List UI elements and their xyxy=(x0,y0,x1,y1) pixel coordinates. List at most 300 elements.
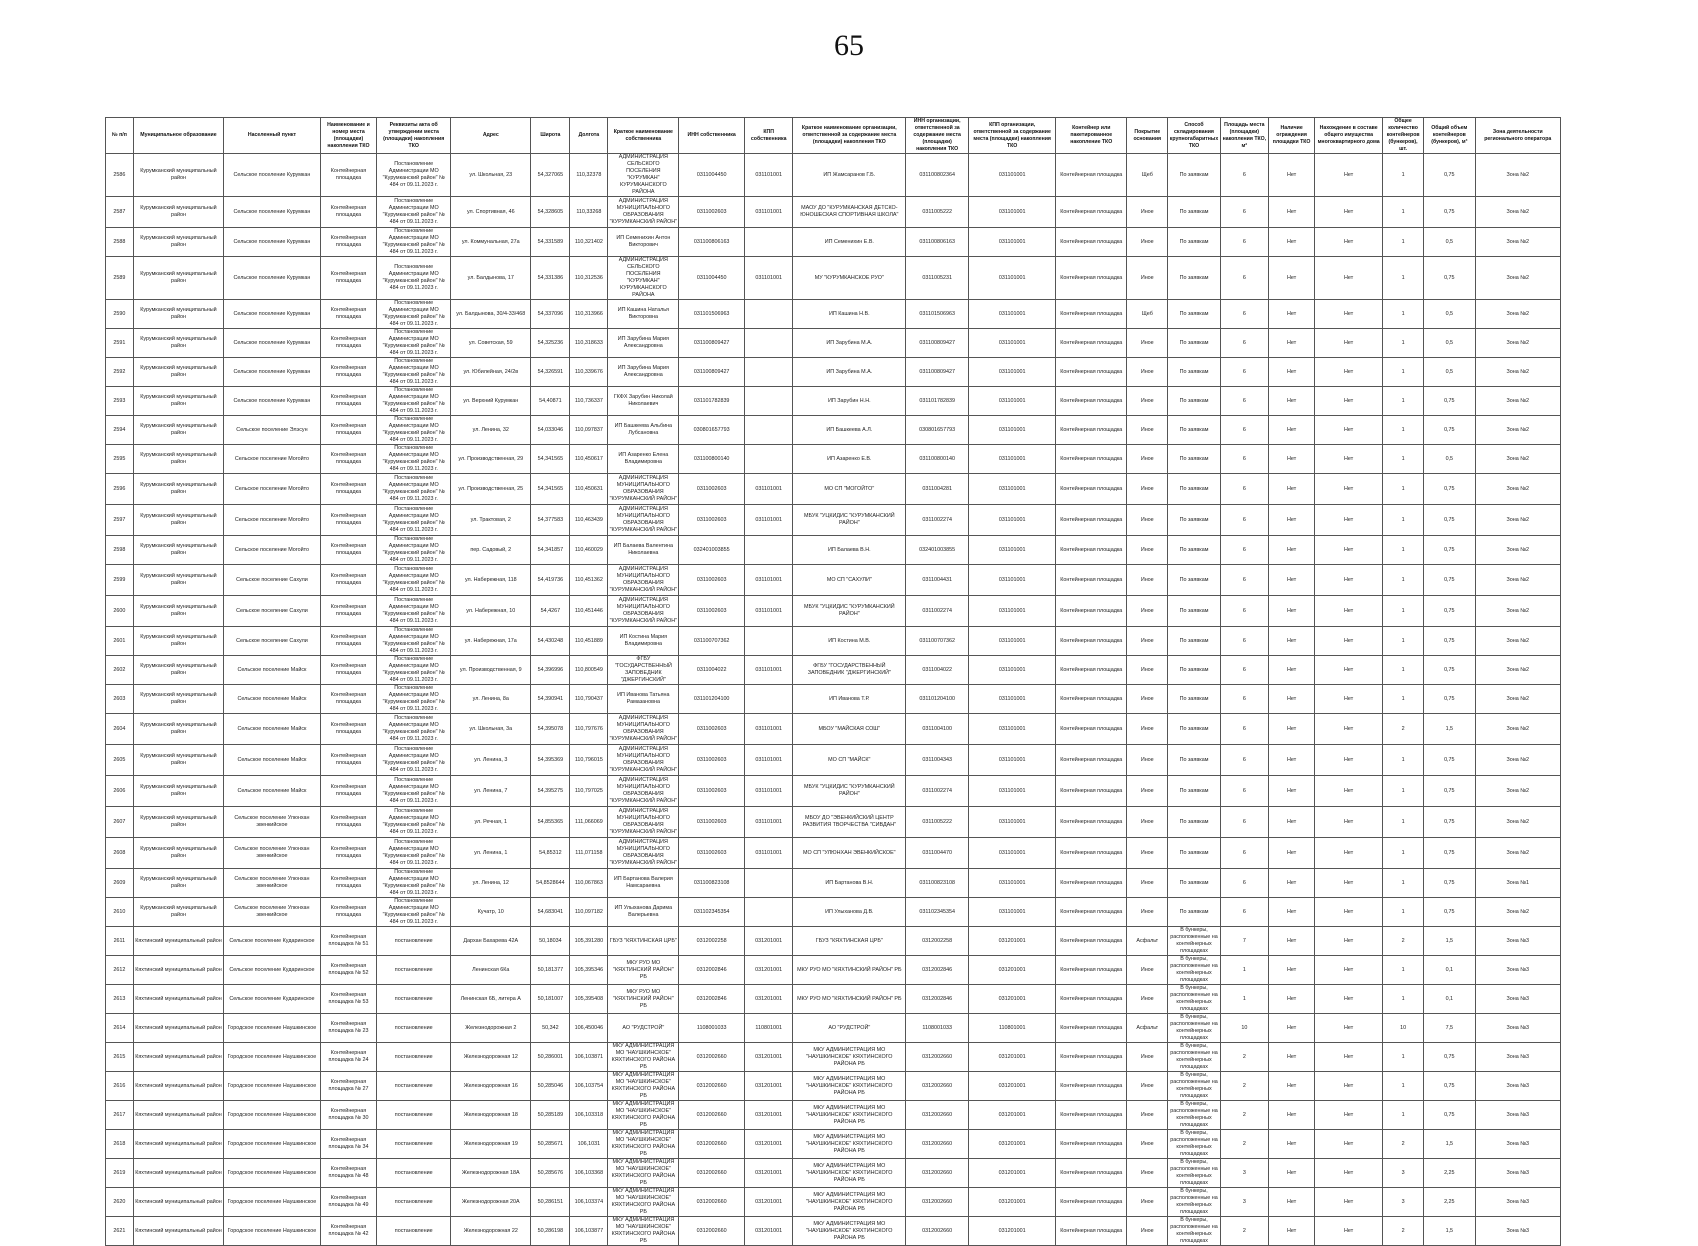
table-cell: Иное xyxy=(1127,776,1168,807)
table-cell: ФГБУ "ГОСУДАРСТВЕННЫЙ ЗАПОВЕДНИК "ДЖЕРГИНСКИЙ" xyxy=(608,656,679,685)
column-header: Наименование и номер места (площадки) накопления ТКО xyxy=(320,118,377,154)
table-cell: Нет xyxy=(1268,197,1314,228)
table-cell: Курумканский муниципальный район xyxy=(133,656,223,685)
table-cell: По заявкам xyxy=(1168,714,1220,745)
table-cell: 6 xyxy=(1220,197,1268,228)
table-cell: По заявкам xyxy=(1168,536,1220,565)
table-cell: постановление xyxy=(377,1072,451,1101)
table-cell: Иное xyxy=(1127,627,1168,656)
table-cell: Контейнерная площадка xyxy=(320,445,377,474)
table-row xyxy=(106,985,1561,1014)
table-cell: МО СП "МАЙСК" xyxy=(793,745,906,776)
table-cell: 031201001 xyxy=(969,1130,1056,1159)
table-cell: Железнодорожная 2 xyxy=(451,1014,531,1043)
table-cell: 0312002660 xyxy=(679,1072,745,1101)
table-cell: Сельское поселение Курумкан xyxy=(224,387,321,416)
table-cell: 110,33268 xyxy=(570,197,608,228)
table-cell: Курумканский муниципальный район xyxy=(133,329,223,358)
table-cell: В бункеры, расположенные на контейнерных площадках xyxy=(1168,1101,1220,1130)
table-cell: 1 xyxy=(1220,985,1268,1014)
table-cell: Городское поселение Наушкинское xyxy=(224,1101,321,1130)
table-cell: Нет xyxy=(1315,714,1383,745)
table-cell: Нет xyxy=(1315,1043,1383,1072)
table-cell: 110,460029 xyxy=(570,536,608,565)
column-header: Общий объем контейнеров (бункеров), м³ xyxy=(1424,118,1475,154)
table-cell: В бункеры, расположенные на контейнерных площадках xyxy=(1168,1217,1220,1246)
table-cell: 2,25 xyxy=(1424,1159,1475,1188)
table-cell: 0,75 xyxy=(1424,416,1475,445)
table-cell: 54,326591 xyxy=(531,358,570,387)
table-cell: МКУ АДМИНИСТРАЦИЯ МО "НАУШКИНСКОЕ" КЯХТИНСКОГО РАЙОНА РБ xyxy=(793,1130,906,1159)
table-cell: Сельское поселение Майск xyxy=(224,776,321,807)
table-row xyxy=(106,685,1561,714)
table-row xyxy=(106,505,1561,536)
table-cell: В бункеры, расположенные на контейнерных площадках xyxy=(1168,927,1220,956)
table-cell: Нет xyxy=(1268,869,1314,898)
table-cell: Курумканский муниципальный район xyxy=(133,627,223,656)
table-cell: Иное xyxy=(1127,685,1168,714)
table-row xyxy=(106,154,1561,197)
table-row xyxy=(106,387,1561,416)
table-cell: 031101001 xyxy=(745,474,793,505)
table-cell: 0311002274 xyxy=(906,776,969,807)
table-cell: 6 xyxy=(1220,536,1268,565)
table-cell xyxy=(745,627,793,656)
table-cell: Иное xyxy=(1127,536,1168,565)
table-cell: 1 xyxy=(1383,358,1424,387)
table-cell: МБУК "УЦКИДИС "КУРУМКАНСКИЙ РАЙОН" xyxy=(793,776,906,807)
table-cell: Контейнерная площадка № 48 xyxy=(320,1159,377,1188)
table-cell: 1 xyxy=(1383,536,1424,565)
table-cell: 1 xyxy=(1383,300,1424,329)
column-header: Общее количество контейнеров (бункеров), шт. xyxy=(1383,118,1424,154)
table-cell: Постановление Администрации МО "Курумканский район" № 484 от 09.11.2023 г. xyxy=(377,776,451,807)
table-cell: 2610 xyxy=(106,898,134,927)
table-cell: Контейнерная площадка xyxy=(1056,776,1127,807)
table-cell: Иное xyxy=(1127,1188,1168,1217)
table-cell: Сельское поселение Кударинское xyxy=(224,956,321,985)
table-cell: 6 xyxy=(1220,627,1268,656)
table-row xyxy=(106,714,1561,745)
table-cell: Зона №1 xyxy=(1475,869,1561,898)
table-cell: Постановление Администрации МО "Курумканский район" № 484 от 09.11.2023 г. xyxy=(377,685,451,714)
table-cell: Зона №2 xyxy=(1475,387,1561,416)
table-cell: Контейнерная площадка xyxy=(1056,898,1127,927)
table-cell: МКУ АДМИНИСТРАЦИЯ МО "НАУШКИНСКОЕ" КЯХТИНСКОГО РАЙОНА РБ xyxy=(793,1159,906,1188)
table-cell: ИП Костина М.В. xyxy=(793,627,906,656)
table-cell: 0311005222 xyxy=(906,807,969,838)
table-cell: ул. Набережная, 17а xyxy=(451,627,531,656)
table-cell: МАОУ ДО "КУРУМКАНСКАЯ ДЕТСКО-ЮНОШЕСКАЯ СПОРТИВНАЯ ШКОЛА" xyxy=(793,197,906,228)
table-cell: Нет xyxy=(1315,956,1383,985)
table-cell: МКУ АДМИНИСТРАЦИЯ МО "НАУШКИНСКОЕ" КЯХТИНСКОГО РАЙОНА РБ xyxy=(608,1159,679,1188)
table-cell: 2617 xyxy=(106,1101,134,1130)
table-row xyxy=(106,838,1561,869)
table-cell: 2 xyxy=(1383,714,1424,745)
table-cell: МКУ АДМИНИСТРАЦИЯ МО "НАУШКИНСКОЕ" КЯХТИНСКОГО РАЙОНА РБ xyxy=(793,1188,906,1217)
table-cell: Сельское поселение Майск xyxy=(224,656,321,685)
table-cell: Зона №2 xyxy=(1475,474,1561,505)
table-cell: 1 xyxy=(1383,329,1424,358)
table-cell: пер. Садовый, 2 xyxy=(451,536,531,565)
table-cell: Контейнерная площадка № 51 xyxy=(320,927,377,956)
table-cell: 2 xyxy=(1220,1043,1268,1072)
table-cell: В бункеры, расположенные на контейнерных площадках xyxy=(1168,1014,1220,1043)
table-cell: Нет xyxy=(1268,1101,1314,1130)
table-cell: 031201001 xyxy=(969,927,1056,956)
column-header: Способ складирования крупногабаритных ТКО xyxy=(1168,118,1220,154)
table-cell: АДМИНИСТРАЦИЯ СЕЛЬСКОГО ПОСЕЛЕНИЯ "КУРУМКАН" КУРУМКАНСКОГО РАЙОНА xyxy=(608,154,679,197)
table-cell: ГБУЗ "КЯХТИНСКАЯ ЦРБ" xyxy=(793,927,906,956)
table-cell: Постановление Администрации МО "Курумканский район" № 484 от 09.11.2023 г. xyxy=(377,257,451,300)
table-cell: Асфальт xyxy=(1127,1014,1168,1043)
column-header: Краткое наименование собственника xyxy=(608,118,679,154)
table-row xyxy=(106,1188,1561,1217)
table-cell: Иное xyxy=(1127,714,1168,745)
table-cell: 50,286001 xyxy=(531,1043,570,1072)
table-cell xyxy=(745,416,793,445)
table-cell: Зона №2 xyxy=(1475,228,1561,257)
table-cell: 1 xyxy=(1383,745,1424,776)
table-cell: Нет xyxy=(1315,329,1383,358)
table-cell: Зона №3 xyxy=(1475,1217,1561,1246)
table-cell: 0,75 xyxy=(1424,1043,1475,1072)
table-cell: 031101001 xyxy=(969,807,1056,838)
table-cell xyxy=(745,387,793,416)
table-cell: Нет xyxy=(1268,1014,1314,1043)
table-cell: ИП Башкеева Альбина Лубсановна xyxy=(608,416,679,445)
table-cell: 54,341857 xyxy=(531,536,570,565)
table-cell: МКУ АДМИНИСТРАЦИЯ МО "НАУШКИНСКОЕ" КЯХТИНСКОГО РАЙОНА РБ xyxy=(793,1072,906,1101)
table-cell: Зона №2 xyxy=(1475,627,1561,656)
table-cell: ИП Семенихин Е.В. xyxy=(793,228,906,257)
table-cell: 0,75 xyxy=(1424,807,1475,838)
column-header: Покрытие основания xyxy=(1127,118,1168,154)
table-cell: Городское поселение Наушкинское xyxy=(224,1217,321,1246)
table-cell: 0312002846 xyxy=(906,985,969,1014)
table-cell: Нет xyxy=(1268,838,1314,869)
table-cell: Контейнерная площадка xyxy=(1056,838,1127,869)
table-cell: 2611 xyxy=(106,927,134,956)
waste-sites-table xyxy=(105,117,1561,1246)
table-cell: Сельское поселение Курумкан xyxy=(224,257,321,300)
table-cell: 106,103877 xyxy=(570,1217,608,1246)
table-cell: 1 xyxy=(1220,956,1268,985)
table-cell: 3 xyxy=(1220,1188,1268,1217)
table-cell: В бункеры, расположенные на контейнерных площадках xyxy=(1168,1188,1220,1217)
table-cell: Ленинская 6Ка xyxy=(451,956,531,985)
table-row xyxy=(106,197,1561,228)
table-cell: 0311002603 xyxy=(679,745,745,776)
table-cell: 3 xyxy=(1383,1188,1424,1217)
table-cell: Контейнерная площадка xyxy=(320,228,377,257)
table-cell: Контейнерная площадка xyxy=(320,505,377,536)
table-cell: Сельское поселение Курумкан xyxy=(224,358,321,387)
table-cell: Контейнерная площадка xyxy=(1056,927,1127,956)
table-cell: 54,395275 xyxy=(531,776,570,807)
table-cell: 0311004022 xyxy=(906,656,969,685)
table-cell: 0,75 xyxy=(1424,869,1475,898)
table-cell: 50,285671 xyxy=(531,1130,570,1159)
table-cell: 031101001 xyxy=(745,838,793,869)
column-header: Площадь места (площадки) накопления ТКО, м² xyxy=(1220,118,1268,154)
table-cell: МКУ РУО МО "КЯХТИНСКИЙ РАЙОН" РБ xyxy=(793,985,906,1014)
table-cell: Нет xyxy=(1268,358,1314,387)
table-cell: ул. Набережная, 10 xyxy=(451,596,531,627)
table-cell: 6 xyxy=(1220,387,1268,416)
table-cell: 031101001 xyxy=(969,869,1056,898)
table-cell: Зона №2 xyxy=(1475,358,1561,387)
table-cell: Сельское поселение Могойто xyxy=(224,445,321,474)
table-cell: Контейнерная площадка xyxy=(1056,565,1127,596)
table-cell: 031201001 xyxy=(745,1188,793,1217)
table-cell: Нет xyxy=(1268,656,1314,685)
table-cell: Контейнерная площадка xyxy=(320,416,377,445)
table-cell: ул. Речная, 1 xyxy=(451,807,531,838)
table-cell: 0,75 xyxy=(1424,596,1475,627)
table-cell: В бункеры, расположенные на контейнерных площадках xyxy=(1168,1130,1220,1159)
table-cell: В бункеры, расположенные на контейнерных площадках xyxy=(1168,1043,1220,1072)
table-cell: ИП Бартанова В.Н. xyxy=(793,869,906,898)
table-cell: Контейнерная площадка xyxy=(320,536,377,565)
table-cell: 110,463439 xyxy=(570,505,608,536)
table-cell: 1 xyxy=(1383,387,1424,416)
table-row xyxy=(106,300,1561,329)
table-cell: 1 xyxy=(1383,985,1424,1014)
table-cell: Сельское поселение Улюнхан эвенкийское xyxy=(224,838,321,869)
table-cell: Кяхтинский муниципальный район xyxy=(133,1217,223,1246)
table-cell: постановление xyxy=(377,927,451,956)
table-row xyxy=(106,869,1561,898)
table-cell: Нет xyxy=(1315,807,1383,838)
table-cell: 0,75 xyxy=(1424,838,1475,869)
table-cell: 0311002603 xyxy=(679,776,745,807)
table-cell: 031101001 xyxy=(969,300,1056,329)
table-row xyxy=(106,807,1561,838)
table-cell: МБУК "УЦКИДИС "КУРУМКАНСКИЙ РАЙОН" xyxy=(793,505,906,536)
table-cell: 6 xyxy=(1220,714,1268,745)
table-cell: Курумканский муниципальный район xyxy=(133,505,223,536)
table-cell: Нет xyxy=(1315,685,1383,714)
table-cell: постановление xyxy=(377,1217,451,1246)
table-cell: Контейнерная площадка xyxy=(320,807,377,838)
table-cell: Курумканский муниципальный район xyxy=(133,838,223,869)
table-cell: 031100806163 xyxy=(679,228,745,257)
table-cell: 0312002846 xyxy=(906,956,969,985)
table-cell: Нет xyxy=(1315,745,1383,776)
table-cell: 111,066069 xyxy=(570,807,608,838)
table-cell: В бункеры, расположенные на контейнерных площадках xyxy=(1168,1072,1220,1101)
table-cell: Нет xyxy=(1268,445,1314,474)
table-cell: 031101001 xyxy=(969,627,1056,656)
table-cell: Курумканский муниципальный район xyxy=(133,898,223,927)
table-cell: Контейнерная площадка xyxy=(1056,445,1127,474)
table-cell: 0,75 xyxy=(1424,505,1475,536)
table-cell: Курумканский муниципальный район xyxy=(133,745,223,776)
table-cell: 1108001033 xyxy=(679,1014,745,1043)
table-cell: Сельское поселение Могойто xyxy=(224,536,321,565)
table-row xyxy=(106,474,1561,505)
table-cell: Нет xyxy=(1315,565,1383,596)
table-cell: 110,321402 xyxy=(570,228,608,257)
table-cell: 0,75 xyxy=(1424,776,1475,807)
table-cell: В бункеры, расположенные на контейнерных площадках xyxy=(1168,1159,1220,1188)
table-cell: 0312002660 xyxy=(906,1130,969,1159)
table-cell: ИП Кашина Наталья Викторовна xyxy=(608,300,679,329)
table-cell: 0312002660 xyxy=(679,1101,745,1130)
table-cell: 0312002258 xyxy=(906,927,969,956)
table-cell: Сельское поселение Кударинское xyxy=(224,927,321,956)
table-cell: 0312002660 xyxy=(679,1159,745,1188)
table-cell: 2614 xyxy=(106,1014,134,1043)
table-cell: Городское поселение Наушкинское xyxy=(224,1014,321,1043)
table-cell: 2598 xyxy=(106,536,134,565)
table-cell: Постановление Администрации МО "Курумканский район" № 484 от 09.11.2023 г. xyxy=(377,197,451,228)
table-cell: Кяхтинский муниципальный район xyxy=(133,927,223,956)
table-cell: 031201001 xyxy=(969,1217,1056,1246)
table-cell: По заявкам xyxy=(1168,838,1220,869)
table-cell: АДМИНИСТРАЦИЯ МУНИЦИПАЛЬНОГО ОБРАЗОВАНИЯ "КУРУМКАНСКИЙ РАЙОН" xyxy=(608,776,679,807)
table-cell: 031101001 xyxy=(745,565,793,596)
table-cell: В бункеры, расположенные на контейнерных площадках xyxy=(1168,956,1220,985)
table-cell: Зона №3 xyxy=(1475,985,1561,1014)
table-cell xyxy=(745,685,793,714)
table-cell: МКУ АДМИНИСТРАЦИЯ МО "НАУШКИНСКОЕ" КЯХТИНСКОГО РАЙОНА РБ xyxy=(793,1101,906,1130)
table-cell: 110,318633 xyxy=(570,329,608,358)
table-cell: Нет xyxy=(1315,387,1383,416)
table-cell: Зона №3 xyxy=(1475,956,1561,985)
page-number: 65 xyxy=(834,29,864,62)
table-cell: 031201001 xyxy=(745,1159,793,1188)
table-cell: Сельское поселение Майск xyxy=(224,714,321,745)
table-cell: Контейнерная площадка xyxy=(1056,1072,1127,1101)
table-header xyxy=(106,118,1561,154)
table-cell: Постановление Администрации МО "Курумканский район" № 484 от 09.11.2023 г. xyxy=(377,329,451,358)
table-cell: 2 xyxy=(1220,1072,1268,1101)
table-cell: 2601 xyxy=(106,627,134,656)
table-cell: 54,419736 xyxy=(531,565,570,596)
table-cell: МКУ АДМИНИСТРАЦИЯ МО "НАУШКИНСКОЕ" КЯХТИНСКОГО РАЙОНА РБ xyxy=(793,1217,906,1246)
table-cell: 0,75 xyxy=(1424,656,1475,685)
table-cell: Контейнерная площадка xyxy=(1056,807,1127,838)
table-cell: постановление xyxy=(377,1043,451,1072)
table-cell: 031101001 xyxy=(969,329,1056,358)
column-header: КПП организации, ответственной за содержание места (площадки) накопления ТКО xyxy=(969,118,1056,154)
table-cell: 0311005222 xyxy=(906,197,969,228)
table-cell: Зона №3 xyxy=(1475,1072,1561,1101)
table-cell: ул. Спортивная, 46 xyxy=(451,197,531,228)
table-cell: 110,312536 xyxy=(570,257,608,300)
table-cell: 031101001 xyxy=(745,776,793,807)
table-cell: 1,5 xyxy=(1424,927,1475,956)
table-cell: 0312002660 xyxy=(679,1188,745,1217)
table-cell: ул. Ленина, 12 xyxy=(451,869,531,898)
table-cell: Контейнерная площадка № 52 xyxy=(320,956,377,985)
table-cell: Иное xyxy=(1127,807,1168,838)
table-cell: Кяхтинский муниципальный район xyxy=(133,1014,223,1043)
table-cell: Городское поселение Наушкинское xyxy=(224,1188,321,1217)
table-cell: Контейнерная площадка xyxy=(1056,656,1127,685)
column-header: Краткое наименование организации, ответственной за содержание места (площадки) накопления ТКО xyxy=(793,118,906,154)
table-cell: 031101204100 xyxy=(906,685,969,714)
table-cell: 6 xyxy=(1220,358,1268,387)
table-cell: Кяхтинский муниципальный район xyxy=(133,1188,223,1217)
table-cell: 2593 xyxy=(106,387,134,416)
column-header: Контейнер или пакетированное накопление ТКО xyxy=(1056,118,1127,154)
table-row xyxy=(106,745,1561,776)
table-row xyxy=(106,1014,1561,1043)
table-cell: ИП Иванова Татьяна Рамазановна xyxy=(608,685,679,714)
table-cell: 2613 xyxy=(106,985,134,1014)
table-cell: Сельское поселение Майск xyxy=(224,685,321,714)
table-cell: АДМИНИСТРАЦИЯ МУНИЦИПАЛЬНОГО ОБРАЗОВАНИЯ "КУРУМКАНСКИЙ РАЙОН" xyxy=(608,596,679,627)
table-cell: АО "РУДСТРОЙ" xyxy=(793,1014,906,1043)
table-cell: МО СП "САХУЛИ" xyxy=(793,565,906,596)
table-cell: 0,1 xyxy=(1424,956,1475,985)
table-cell: 1 xyxy=(1383,505,1424,536)
table-cell: Контейнерная площадка xyxy=(1056,956,1127,985)
table-cell: Зона №3 xyxy=(1475,1043,1561,1072)
table-cell: Кяхтинский муниципальный район xyxy=(133,985,223,1014)
table-cell: Иное xyxy=(1127,445,1168,474)
table-cell: Зона №2 xyxy=(1475,714,1561,745)
column-header: ИНН собственника xyxy=(679,118,745,154)
table-cell: Иное xyxy=(1127,956,1168,985)
table-cell: 54,341565 xyxy=(531,474,570,505)
table-cell: Кучатр, 10 xyxy=(451,898,531,927)
table-cell: Нет xyxy=(1315,869,1383,898)
table-cell: 031102345354 xyxy=(679,898,745,927)
table-cell: По заявкам xyxy=(1168,656,1220,685)
table-cell: 031101001 xyxy=(969,656,1056,685)
table-cell: Зона №2 xyxy=(1475,505,1561,536)
table-cell: 0,75 xyxy=(1424,257,1475,300)
table-cell: 031101001 xyxy=(745,596,793,627)
table-cell: 2615 xyxy=(106,1043,134,1072)
table-cell: Иное xyxy=(1127,474,1168,505)
table-cell: Нет xyxy=(1268,1159,1314,1188)
table-cell: 0312002660 xyxy=(906,1188,969,1217)
table-cell: 110801001 xyxy=(745,1014,793,1043)
table-cell: ИП Костина Мария Владимировна xyxy=(608,627,679,656)
table-cell: 110,450617 xyxy=(570,445,608,474)
table-cell: Контейнерная площадка xyxy=(320,838,377,869)
table-cell: МКУ АДМИНИСТРАЦИЯ МО "НАУШКИНСКОЕ" КЯХТИНСКОГО РАЙОНА РБ xyxy=(793,1043,906,1072)
table-cell: Постановление Администрации МО "Курумканский район" № 484 от 09.11.2023 г. xyxy=(377,445,451,474)
table-cell: АДМИНИСТРАЦИЯ МУНИЦИПАЛЬНОГО ОБРАЗОВАНИЯ "КУРУМКАНСКИЙ РАЙОН" xyxy=(608,745,679,776)
table-row xyxy=(106,627,1561,656)
table-cell: Контейнерная площадка xyxy=(1056,474,1127,505)
table-cell: Нет xyxy=(1268,776,1314,807)
table-cell: 2602 xyxy=(106,656,134,685)
table-cell: Нет xyxy=(1268,956,1314,985)
table-cell: 0,5 xyxy=(1424,445,1475,474)
table-cell: 0312002660 xyxy=(906,1043,969,1072)
table-cell: 031101001 xyxy=(745,505,793,536)
table-cell: 031201001 xyxy=(745,1130,793,1159)
table-cell: 2592 xyxy=(106,358,134,387)
table-cell: 2606 xyxy=(106,776,134,807)
table-cell: ИП Улыханова Д.В. xyxy=(793,898,906,927)
table-cell: Курумканский муниципальный район xyxy=(133,776,223,807)
table-cell: 031101001 xyxy=(969,257,1056,300)
table-cell: Постановление Администрации МО "Курумканский район" № 484 от 09.11.2023 г. xyxy=(377,838,451,869)
table-cell: 031100809427 xyxy=(679,358,745,387)
table-cell: Нет xyxy=(1268,685,1314,714)
table-cell: 0311004450 xyxy=(679,154,745,197)
table-cell: 031101001 xyxy=(969,565,1056,596)
table-cell: 2599 xyxy=(106,565,134,596)
